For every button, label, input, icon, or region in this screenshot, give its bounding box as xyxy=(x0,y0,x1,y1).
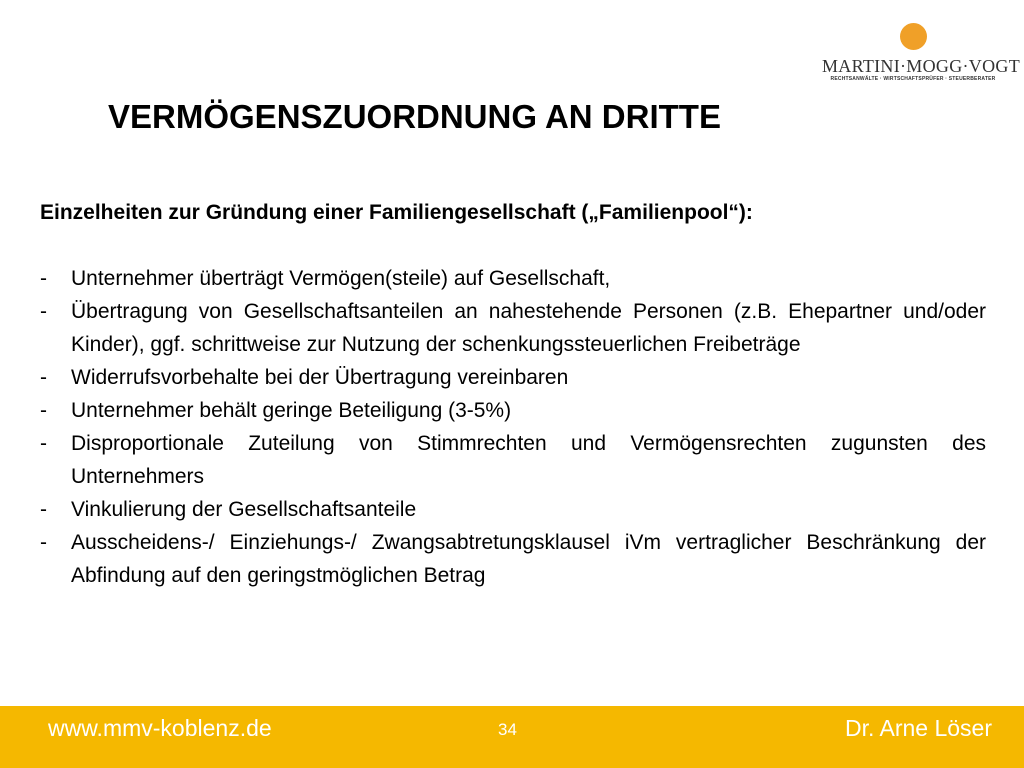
logo-name: MARTINI·MOGG·VOGT xyxy=(822,56,1020,76)
bullet-item xyxy=(40,427,986,493)
bullet-item xyxy=(40,361,986,394)
footer-website-link[interactable]: www.mmv-koblenz.de xyxy=(48,715,272,741)
bullet-text: Unternehmer überträgt Vermögen(steile) auf Gesellschaft, xyxy=(71,267,611,290)
footer-bar xyxy=(0,706,1024,768)
page-number: 34 xyxy=(498,720,517,739)
company-logo xyxy=(822,18,1020,90)
footer-author: Dr. Arne Löser xyxy=(844,715,992,741)
bullet-text: Widerrufsvorbehalte bei der Übertragung vereinbaren xyxy=(71,366,569,389)
slide-content xyxy=(40,196,986,592)
bullet-dash: - xyxy=(40,498,47,521)
bullet-dash: - xyxy=(40,366,47,389)
bullet-item xyxy=(40,493,986,526)
bullet-dash: - xyxy=(40,432,47,455)
section-heading: Einzelheiten zur Gründung einer Familiengesellschaft („Familienpool“): xyxy=(40,201,753,224)
bullet-dash: - xyxy=(40,300,47,323)
bullet-item xyxy=(40,394,986,427)
bullet-text: Vinkulierung der Gesellschaftsanteile xyxy=(71,498,417,521)
bullet-dash: - xyxy=(40,267,47,290)
bullet-item xyxy=(40,262,986,295)
bullet-text: Übertragung von Gesellschaftsanteilen an nahestehende Personen (z.B. Ehepartner und/oder Kinder), ggf. schrittweise zur Nutzung der schenkungssteuerlichen Freibeträge xyxy=(71,300,986,356)
bullet-text: Disproportionale Zuteilung von Stimmrechten und Vermögensrechten zugunsten des Unternehmers xyxy=(71,432,986,488)
logo-subtitle: RECHTSANWÄLTE · WIRTSCHAFTSPRÜFER · STEUERBERATER xyxy=(830,76,996,82)
bullet-item xyxy=(40,295,986,361)
slide-title: VERMÖGENSZUORDNUNG AN DRITTE xyxy=(108,98,721,135)
bullet-text: Unternehmer behält geringe Beteiligung (3-5%) xyxy=(71,399,512,422)
logo-dot-icon xyxy=(900,23,927,50)
bullet-list xyxy=(40,262,986,592)
bullet-dash: - xyxy=(40,531,47,554)
bullet-item xyxy=(40,526,986,592)
bullet-dash: - xyxy=(40,399,47,422)
bullet-text: Ausscheidens-/ Einziehungs-/ Zwangsabtretungsklausel iVm vertraglicher Beschränkung der Abfindung auf den geringstmöglichen Betrag xyxy=(71,531,986,587)
